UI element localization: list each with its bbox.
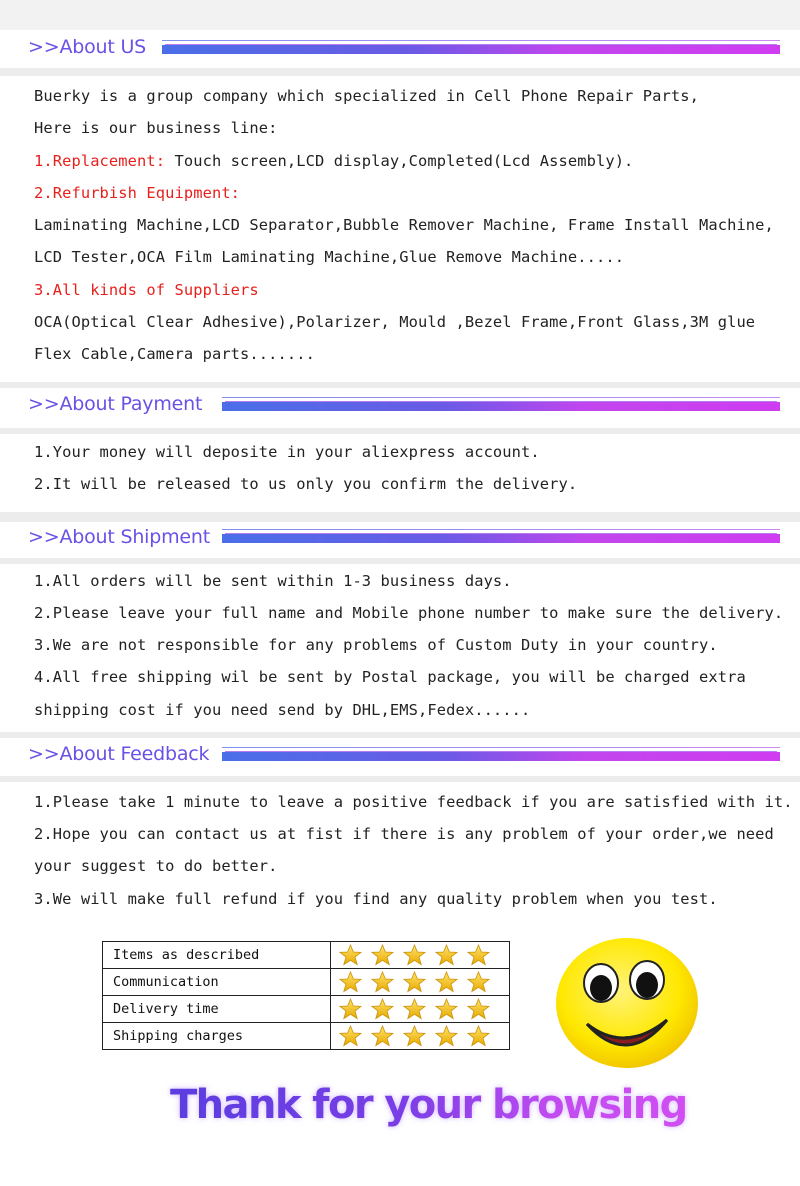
about-us-line: Flex Cable,Camera parts....... [34, 345, 315, 363]
about-shipment-header [0, 522, 800, 558]
feedback-line: your suggest to do better. [34, 857, 278, 875]
about-us-line: 3.All kinds of Suppliers [34, 281, 259, 299]
shipment-line: 4.All free shipping wil be sent by Postal package, you will be charged extra [34, 668, 746, 686]
top-band [0, 0, 800, 30]
star-icon [402, 1025, 427, 1047]
star-icon [466, 971, 491, 993]
replacement-text: Touch screen,LCD display,Completed(Lcd Assembly). [165, 152, 634, 170]
section-divider [222, 402, 780, 411]
star-icon [466, 1025, 491, 1047]
shipment-line: shipping cost if you need send by DHL,EMS,Fedex...... [34, 701, 531, 719]
replacement-line [34, 152, 633, 170]
star-icon [434, 944, 459, 966]
star-icon [402, 971, 427, 993]
star-icon [338, 998, 363, 1020]
about-shipment-body [0, 564, 800, 734]
about-us-line: OCA(Optical Clear Adhesive),Polarizer, Mould ,Bezel Frame,Front Glass,3M glue [34, 313, 756, 331]
section-divider [162, 45, 780, 54]
star-icon [466, 944, 491, 966]
about-us-line: Buerky is a group company which specialized in Cell Phone Repair Parts, [34, 87, 699, 105]
star-icon [370, 971, 395, 993]
rating-row [103, 942, 510, 969]
rating-label: Items as described [103, 942, 331, 969]
rating-stars [330, 969, 509, 996]
rating-label: Delivery time [103, 996, 331, 1023]
band [0, 512, 800, 522]
rating-stars [330, 942, 509, 969]
section-divider [222, 534, 780, 543]
replacement-label: 1.Replacement: [34, 152, 166, 170]
about-us-line: Laminating Machine,LCD Separator,Bubble Remover Machine, Frame Install Machine, [34, 216, 774, 234]
rating-stars [330, 996, 509, 1023]
star-icon [434, 1025, 459, 1047]
payment-line: 1.Your money will deposite in your aliexpress account. [34, 443, 540, 461]
star-icon [466, 998, 491, 1020]
star-icon [338, 971, 363, 993]
about-payment-header [0, 388, 800, 428]
shipment-line: 3.We are not responsible for any problems of Custom Duty in your country. [34, 636, 718, 654]
star-icon [338, 1025, 363, 1047]
rating-label: Shipping charges [103, 1023, 331, 1050]
star-icon [370, 944, 395, 966]
feedback-line: 2.Hope you can contact us at fist if there is any problem of your order,we need [34, 825, 774, 843]
about-us-title: >>About US [28, 36, 147, 58]
star-icon [434, 998, 459, 1020]
payment-line: 2.It will be released to us only you confirm the delivery. [34, 475, 578, 493]
about-feedback-header [0, 738, 800, 776]
smiley-face-icon [555, 936, 705, 1072]
star-icon [402, 998, 427, 1020]
ratings-table [102, 941, 510, 1050]
rating-row [103, 996, 510, 1023]
about-us-line: LCD Tester,OCA Film Laminating Machine,Glue Remove Machine..... [34, 248, 625, 266]
about-us-line: 2.Refurbish Equipment: [34, 184, 241, 202]
about-us-header [0, 30, 800, 68]
star-icon [370, 1025, 395, 1047]
feedback-line: 3.We will make full refund if you find any quality problem when you test. [34, 890, 718, 908]
about-us-line: Here is our business line: [34, 119, 278, 137]
star-icon [402, 944, 427, 966]
star-icon [370, 998, 395, 1020]
shipment-line: 2.Please leave your full name and Mobile phone number to make sure the delivery. [34, 604, 784, 622]
feedback-line: 1.Please take 1 minute to leave a positive feedback if you are satisfied with it. [34, 793, 793, 811]
star-icon [434, 971, 459, 993]
rating-label: Communication [103, 969, 331, 996]
rating-row [103, 1023, 510, 1050]
about-payment-body [0, 434, 800, 512]
about-feedback-title: >>About Feedback [28, 743, 210, 765]
rating-row [103, 969, 510, 996]
thanks-banner: Thank for your browsing [170, 1082, 687, 1128]
shipment-line: 1.All orders will be sent within 1-3 business days. [34, 572, 512, 590]
star-icon [338, 944, 363, 966]
about-payment-title: >>About Payment [28, 393, 203, 415]
about-feedback-body [0, 782, 800, 922]
about-shipment-title: >>About Shipment [28, 526, 210, 548]
about-us-body [0, 76, 800, 382]
band [0, 68, 800, 76]
section-divider [222, 752, 780, 761]
rating-stars [330, 1023, 509, 1050]
